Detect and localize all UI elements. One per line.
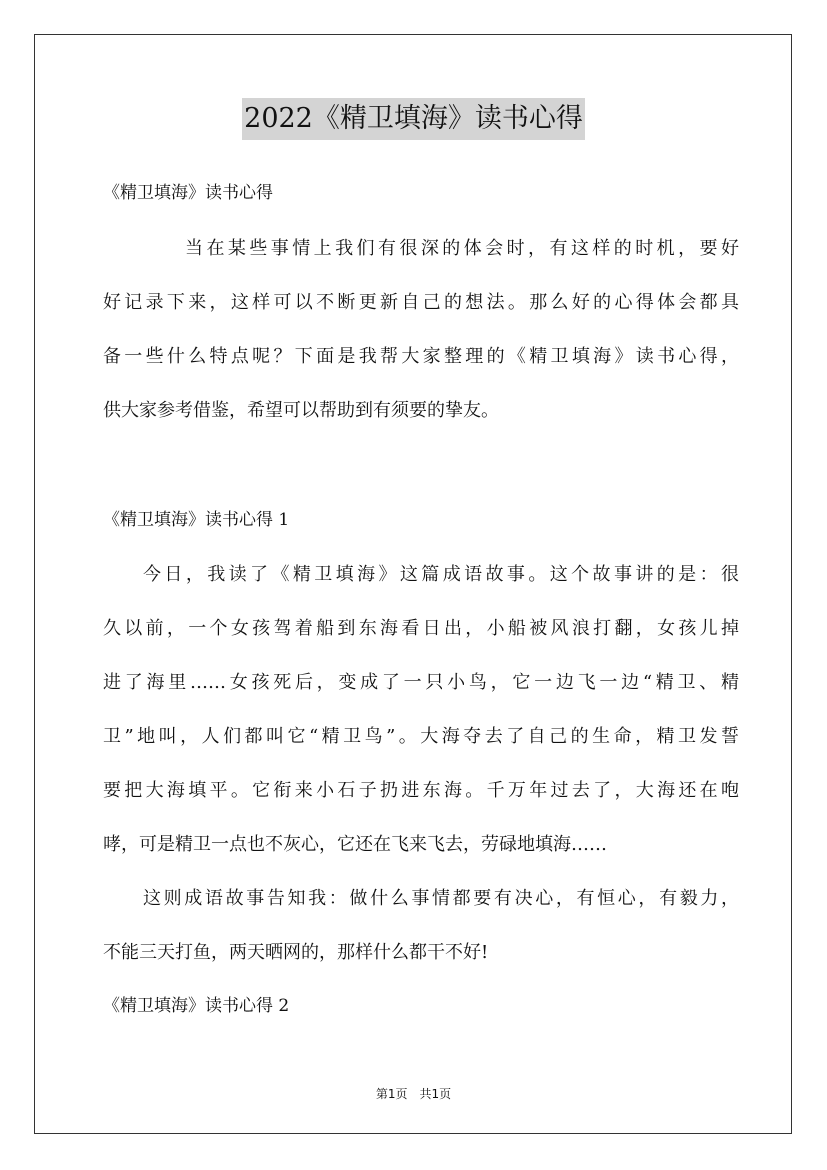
- intro-line: 好记录下来，这样可以不断更新自己的想法。那么好的心得体会都具: [103, 292, 739, 313]
- section1-para1-line: 久以前，一个女孩驾着船到东海看日出，小船被风浪打翻，女孩儿掉: [103, 618, 739, 639]
- intro-line: 供大家参考借鉴，希望可以帮助到有须要的挚友。: [103, 400, 499, 421]
- section1-para1-line: 卫”地叫，人们都叫它“精卫鸟”。大海夺去了自己的生命，精卫发誓: [103, 726, 739, 747]
- section2-heading: 《精卫填海》读书心得 2: [103, 996, 290, 1016]
- section1-para2-line: 这则成语故事告知我：做什么事情都要有决心，有恒心，有毅力，: [143, 888, 739, 909]
- section1-para2-line: 不能三天打鱼，两天晒网的，那样什么都干不好!: [103, 942, 489, 963]
- page-number: 第1页 共1页: [375, 1087, 452, 1101]
- section1-para1-line: 今日，我读了《精卫填海》这篇成语故事。这个故事讲的是：很: [143, 564, 739, 585]
- document-title-wrap: [0, 98, 827, 140]
- intro-line: 当在某些事情上我们有很深的体会时，有这样的时机，要好: [185, 238, 739, 259]
- section1-para1-line: 要把大海填平。它衔来小石子扔进东海。千万年过去了，大海还在咆: [103, 780, 739, 801]
- intro-line: 备一些什么特点呢？下面是我帮大家整理的《精卫填海》读书心得，: [103, 346, 739, 367]
- intro-heading: 《精卫填海》读书心得: [103, 183, 273, 203]
- section1-heading: 《精卫填海》读书心得 1: [103, 510, 290, 530]
- document-title: 2022《精卫填海》读书心得: [242, 98, 585, 140]
- section1-para1-line: 哮，可是精卫一点也不灰心，它还在飞来飞去，劳碌地填海……: [103, 834, 607, 855]
- section1-para1-line: 进了海里……女孩死后，变成了一只小鸟，它一边飞一边“精卫、精: [103, 672, 739, 693]
